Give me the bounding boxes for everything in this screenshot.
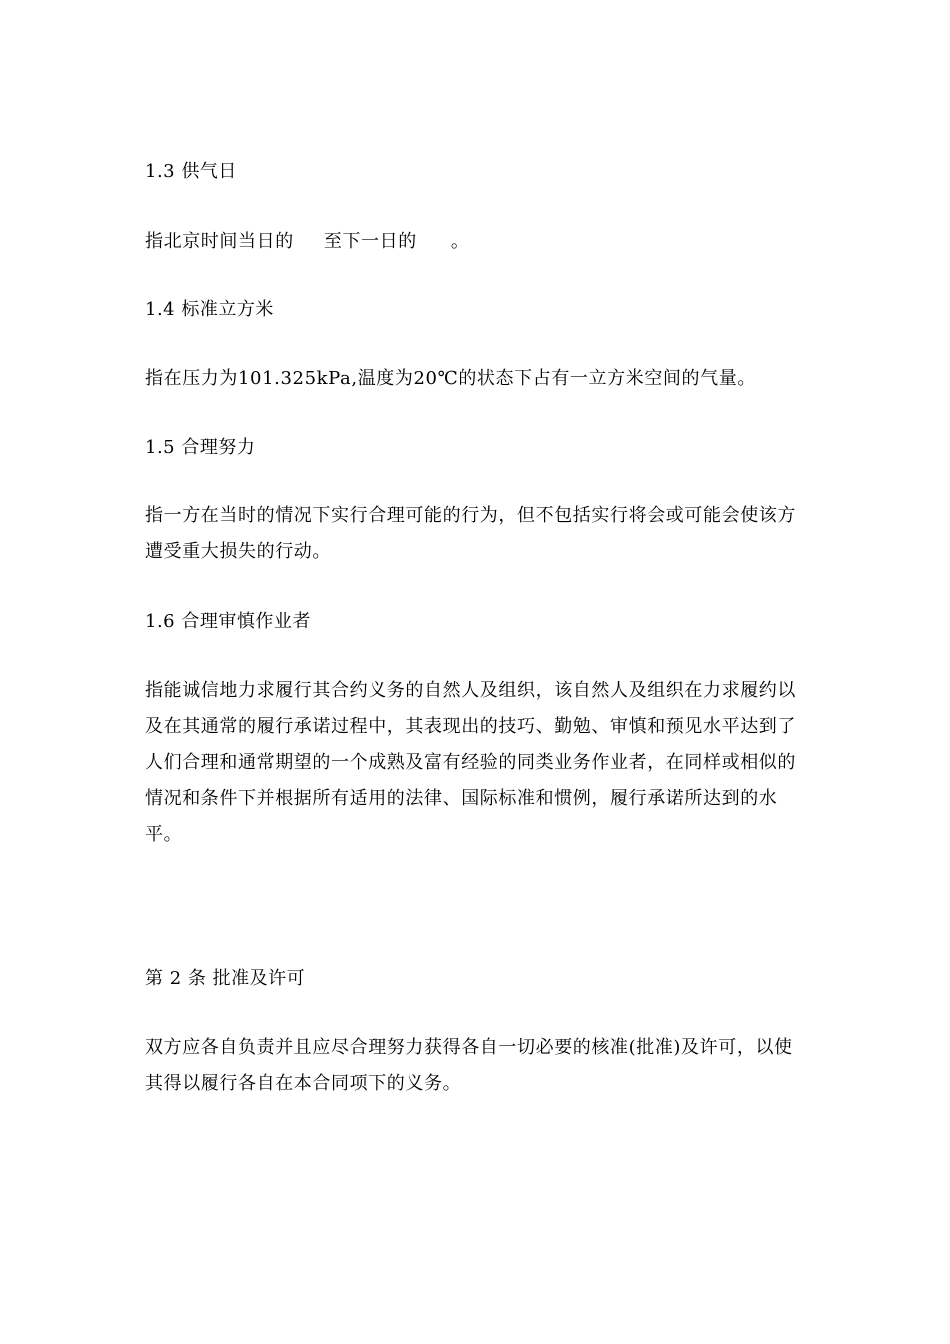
section-heading-1-4: 1.4 标准立方米: [145, 299, 274, 320]
article-heading-2: 第 2 条 批准及许可: [145, 968, 306, 989]
body-text-part2: 至下一日的: [323, 231, 417, 252]
body-text-part3: 。: [450, 231, 470, 252]
section-body-1-6: 指能诚信地力求履行其合约义务的自然人及组织，该自然人及组织在力求履约以及在其通常的履行承诺过程中，其表现出的技巧、勤勉、审慎和预见水平达到了人们合理和通常期望的一个成熟及富有经验的同类业务作业者，在同样或相似的情况和条件下并根据所有适用的法律、国际标准和惯例，履行承诺所达到的水平。: [145, 680, 796, 845]
section-heading-1-3: 1.3 供气日: [145, 161, 237, 182]
section-body-1-3: [145, 224, 805, 260]
body-text-part1: 指北京时间当日的: [145, 231, 294, 252]
section-heading-1-5: 1.5 合理努力: [145, 437, 256, 458]
section-body-1-4: 指在压力为101.325kPa,温度为20℃的状态下占有一立方米空间的气量。: [145, 368, 756, 389]
article-body-2: 双方应各自负责并且应尽合理努力获得各自一切必要的核准(批准)及许可，以使其得以履行各自在本合同项下的义务。: [145, 1037, 793, 1094]
section-body-1-5: 指一方在当时的情况下实行合理可能的行为，但不包括实行将会或可能会使该方遭受重大损失的行动。: [145, 505, 796, 562]
section-heading-1-6: 1.6 合理审慎作业者: [145, 611, 311, 632]
